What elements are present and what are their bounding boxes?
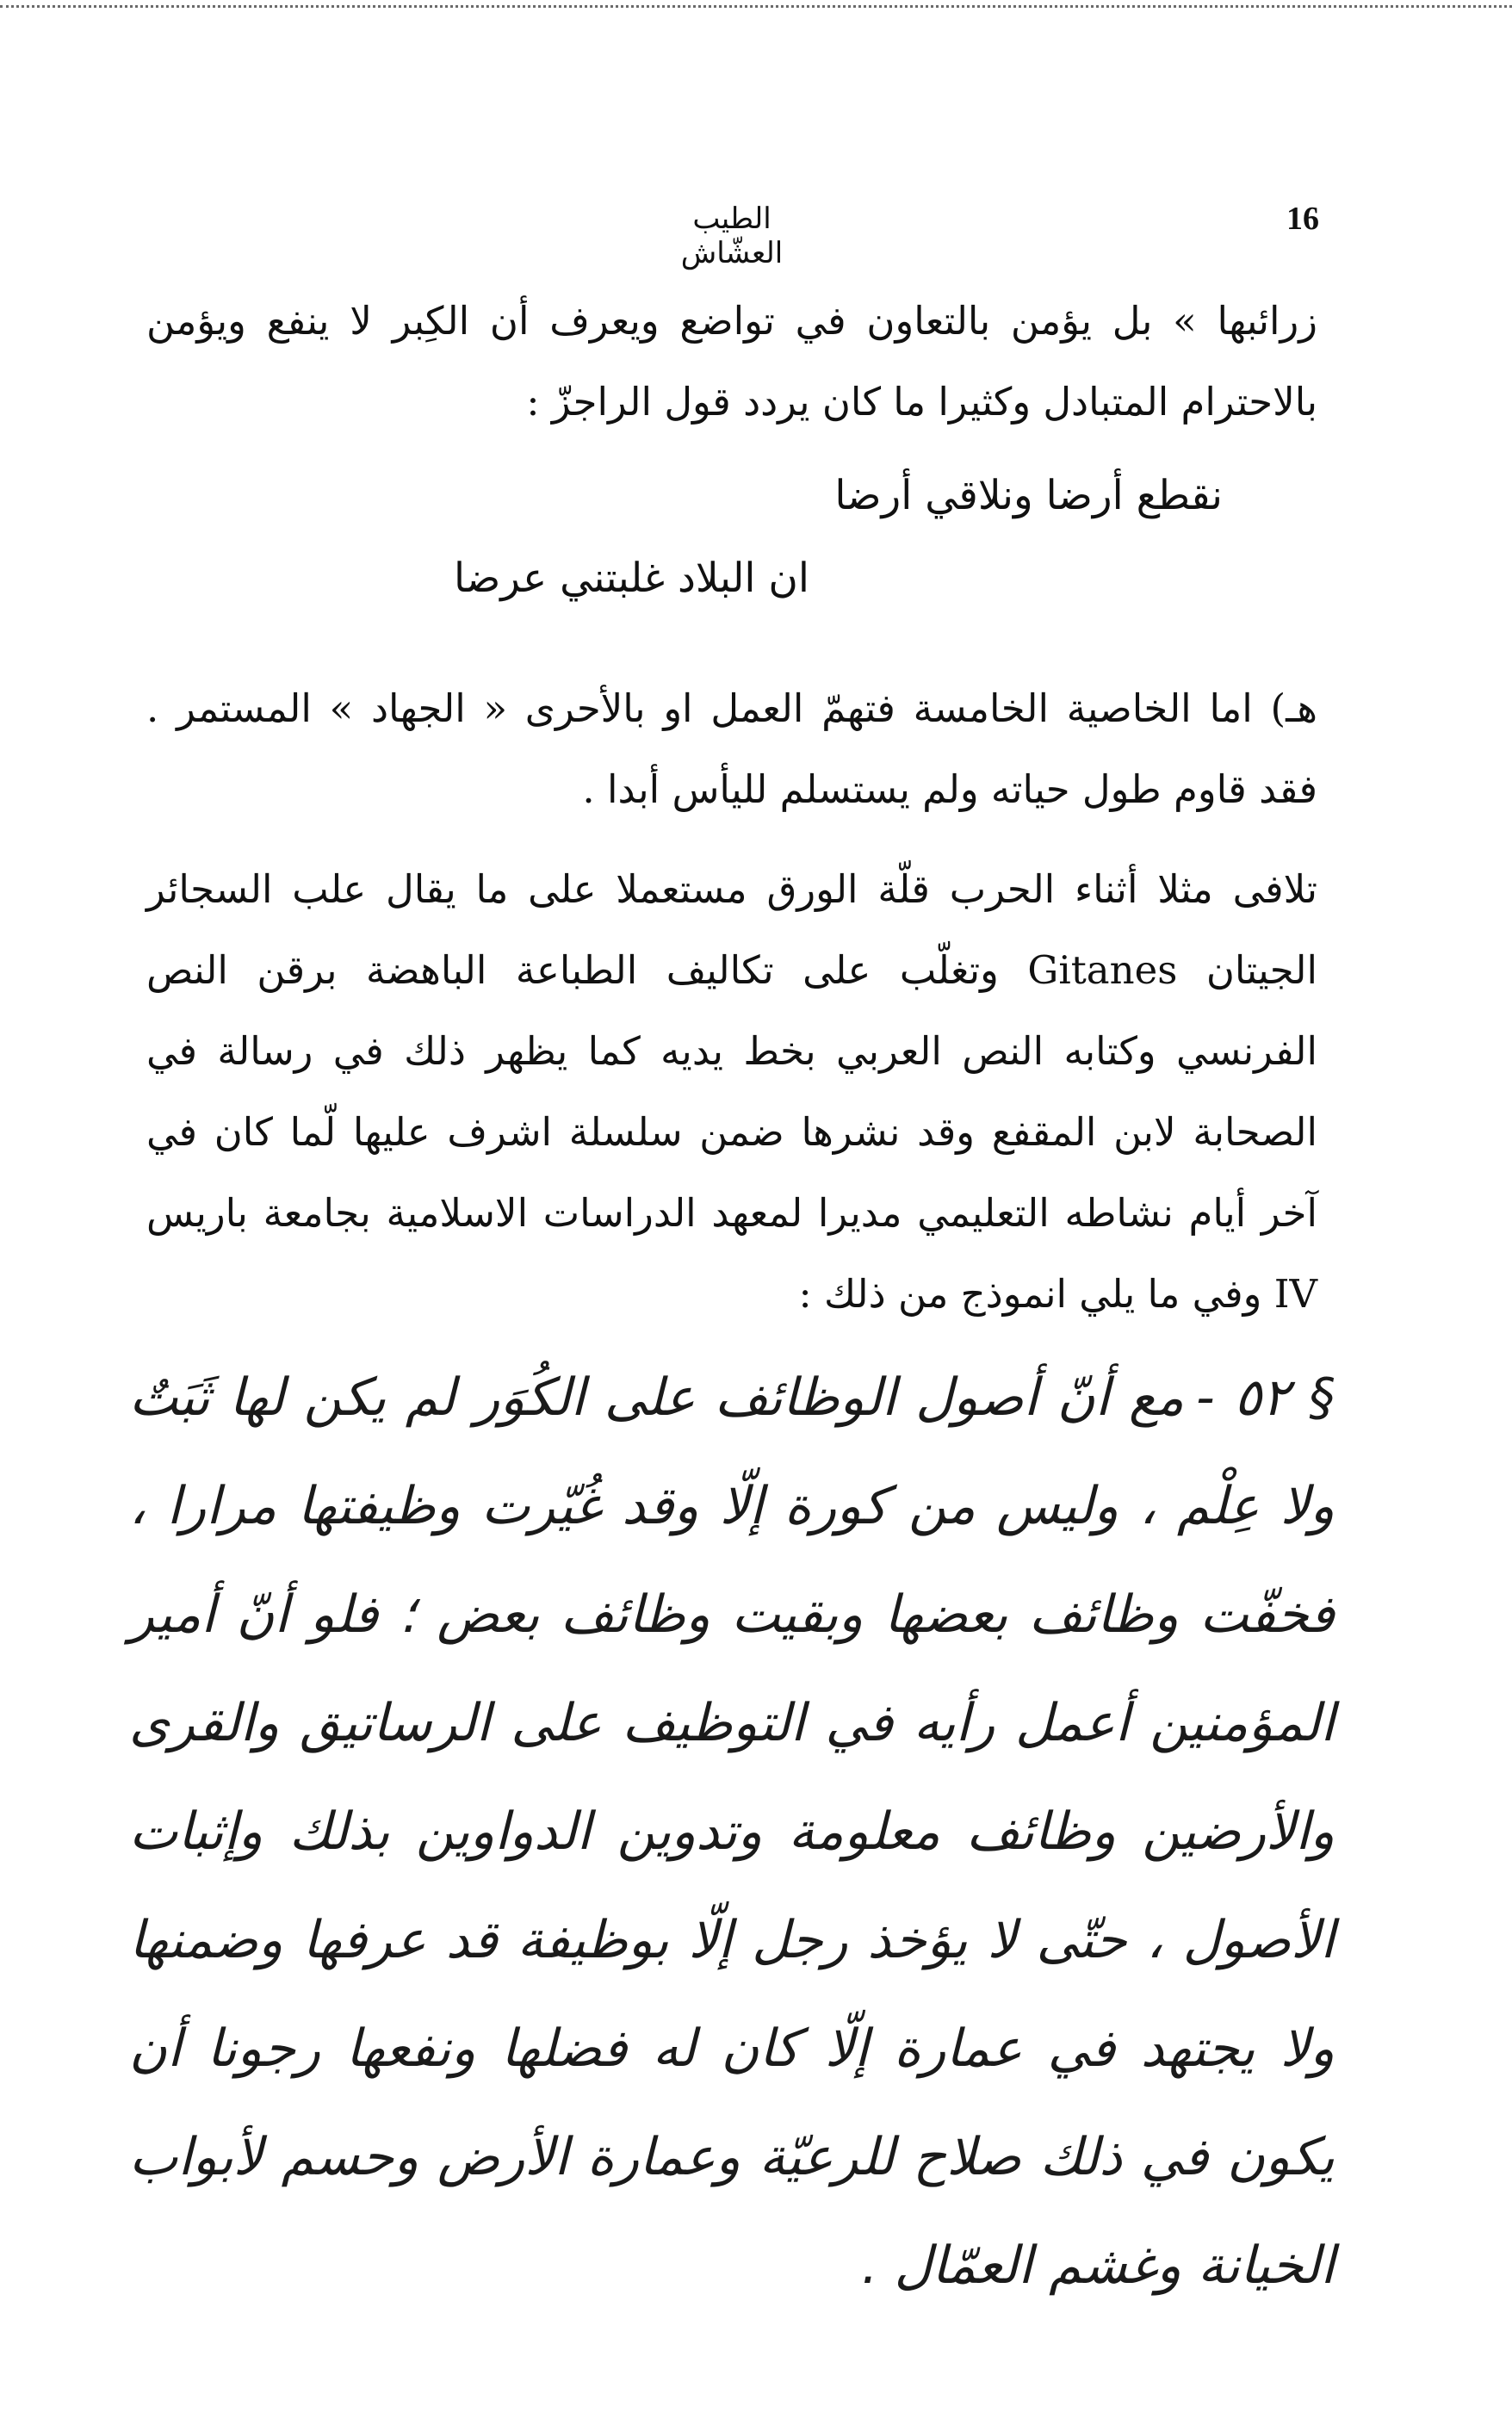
manuscript-note-paragraph-block [146, 849, 1317, 1335]
page-number: 16 [1286, 201, 1319, 237]
handwritten-manuscript-sample [129, 1343, 1335, 2320]
verse-hemistich-second: ان البلاد غلبتني عرضا [454, 555, 809, 602]
fifth-trait-paragraph: هـ) اما الخاصية الخامسة فتهمّ العمل او بالأحرى « الجهاد » المستمر . فقد قاوم طول حياته ولم يستسلم لليأس أبدا . [146, 685, 1317, 812]
handwritten-text: مع أنّ أصول الوظائف على الكُوَر لم يكن لها ثَبَتٌ ولا عِلْم ، وليس من كورة إلّا وقد غُيّرت وظيفتها مرارا ، فخفّت وظائف بعضها وبقيت وظائف بعض ؛ فلو أنّ أمير المؤمنين أعمل رأيه في التوظيف على الرساتيق والقرى والأرضين وظائف معلومة وتدوين الدواوين بذلك وإثبات الأصول ، حتّى لا يؤخذ رجل إلّا بوظيفة قد عرفها وضمنها ولا يجتهد في عمارة إلّا كان له فضلها ونفعها رجونا أن يكون في ذلك صلاح للرعيّة وعمارة الأرض وحسم لأبواب الخيانة وغشم العمّال . [129, 1367, 1335, 2296]
verse-hemistich-first: نقطع أرضا ونلاقي أرضا [834, 472, 1223, 519]
handwritten-section-mark: § ٥٢ - [1196, 1367, 1335, 1428]
intro-paragraph: زرائبها » بل يؤمن بالتعاون في تواضع ويعرف أن الكِبر لا ينفع ويؤمن بالاحترام المتبادل وكثيرا ما كان يردد قول الراجزّ : [146, 298, 1317, 425]
running-title: الطيب العشّاش [680, 202, 784, 270]
manuscript-note-paragraph: تلافى مثلا أثناء الحرب قلّة الورق مستعملا على ما يقال علب السجائر الجيتان Gitanes وتغلّب على تكاليف الطباعة الباهضة برقن النص الفرنسي وكتابه النص العربي بخط يديه كما يظهر ذلك في رسالة في الصحابة لابن المقفع وقد نشرها ضمن سلسلة اشرف عليها لّما كان في آخر أيام نشاطه التعليمي مديرا لمعهد الدراسات الاسلامية بجامعة باريس IV وفي ما يلي انموذج من ذلك : [146, 866, 1317, 1317]
fifth-trait-paragraph-block [146, 668, 1317, 830]
intro-paragraph-block [146, 281, 1317, 443]
top-border-rule [0, 5, 1512, 8]
